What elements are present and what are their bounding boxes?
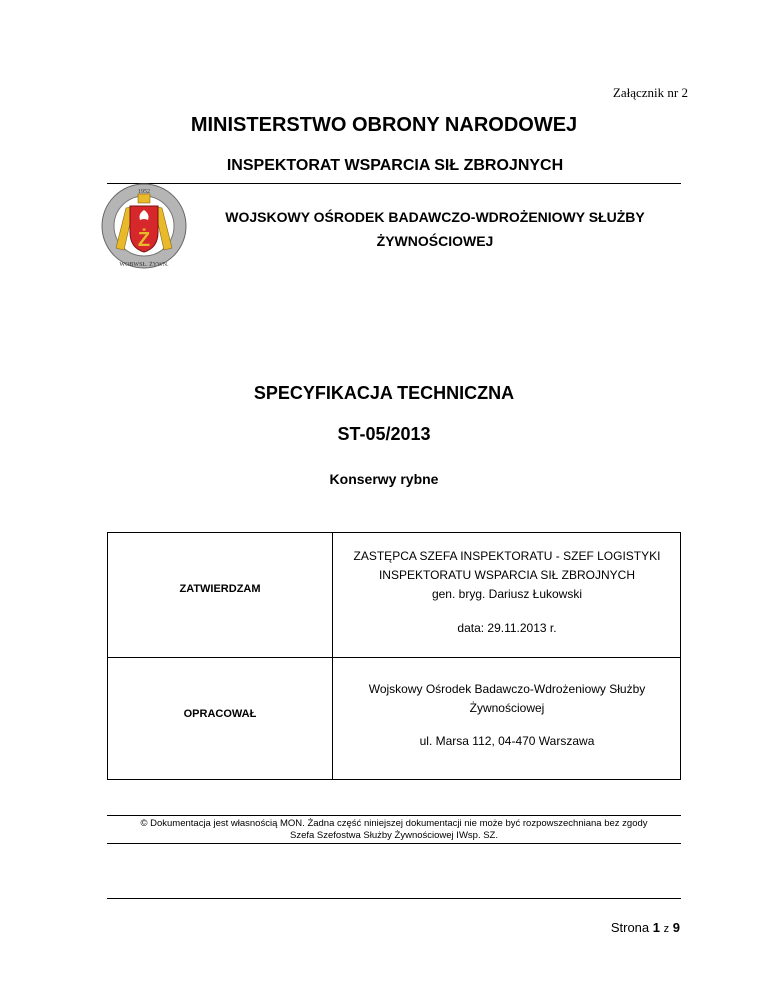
approve-details [332,547,682,638]
attachment-label: Załącznik nr 2 [612,85,688,100]
table-divider-horizontal [108,657,680,658]
footer-rule [107,898,681,899]
approve-line-2: INSPEKTORATU WSPARCIA SIŁ ZBROJNYCH [378,568,636,582]
ministry-title: MINISTERSTWO OBRONY NARODOWEJ [190,114,578,136]
institute-name [190,205,680,253]
prepared-label: OPRACOWAŁ [183,708,257,720]
emblem-ring-text: WOBWSŁ. ŻYWN. [119,262,169,268]
copyright-rule-top [107,815,681,816]
copyright-line-1: © Dokumentacja jest własnością MON. Żadna część niniejszej dokumentacji nie może być rozpowszechniana bez zgody [140,818,648,829]
page-total: 9 [672,920,680,935]
copyright-rule-bottom [107,843,681,844]
inspectorate-title: INSPEKTORAT WSPARCIA SIŁ ZBROJNYCH [226,157,564,174]
approve-label: ZATWIERDZAM [179,583,261,595]
emblem-letter: Ż [137,229,151,251]
emblem-year: 1952 [138,189,150,195]
spec-title: SPECYFIKACJA TECHNICZNA [253,383,515,403]
page-current: 1 [652,920,661,935]
spec-number: ST-05/2013 [337,424,431,444]
approve-date: data: 29.11.2013 r. [457,621,557,635]
copyright-notice [107,818,681,842]
institute-line-2: ŻYWNOŚCIOWEJ [376,233,494,249]
emblem-icon [96,182,192,270]
spec-subject: Konserwy rybne [329,471,439,487]
header-rule [107,183,681,184]
page-number [611,920,680,935]
approve-line-3: gen. bryg. Dariusz Łukowski [431,587,583,601]
page-of: z [663,923,670,935]
page-word: Strona [610,920,650,935]
approve-line-1: ZASTĘPCA SZEFA INSPEKTORATU - SZEF LOGISTYKI [353,549,661,563]
institute-line-1: WOJSKOWY OŚRODEK BADAWCZO-WDROŻENIOWY SŁUŻBY [225,209,645,225]
copyright-line-2: Szefa Szefostwa Służby Żywnościowej IWsp. SZ. [289,830,499,841]
prepared-details [332,680,682,751]
emblem [96,182,192,270]
prepared-line-2: Żywnościowej [469,701,545,715]
prepared-line-1: Wojskowy Ośrodek Badawczo-Wdrożeniowy Służby [368,682,646,696]
prepared-address: ul. Marsa 112, 04-470 Warszawa [419,734,595,748]
approval-table [107,532,681,780]
